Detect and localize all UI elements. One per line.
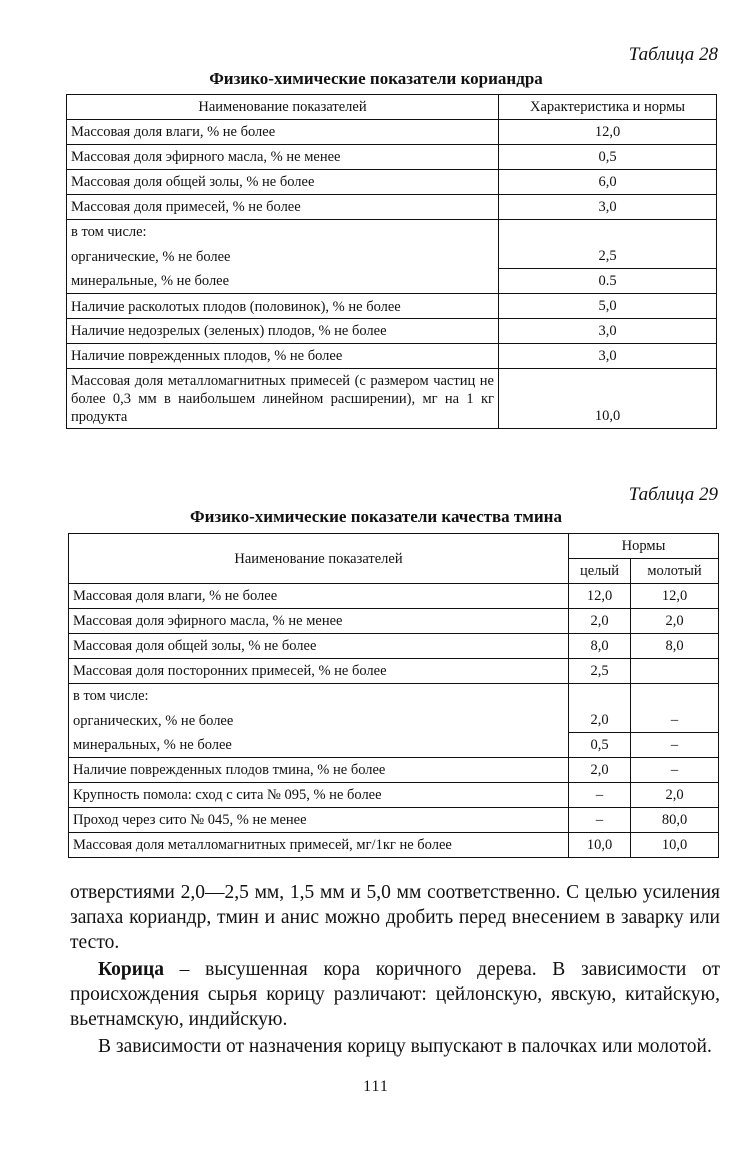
row-ground: 2,0 [631,609,719,634]
row-whole: 2,0 [569,708,631,733]
row-value: 2,5 [499,244,717,269]
table29-label: Таблица 29 [628,484,718,505]
row-name: Массовая доля влаги, % не более [69,584,569,609]
row-name: в том числе: [67,220,499,245]
table-row [67,269,717,294]
page-number: 111 [363,1078,389,1095]
row-name: Массовая доля посторонних примесей, % не более [69,659,569,684]
body-text [70,880,720,1059]
row-ground: – [631,733,719,758]
row-name: Наличие расколотых плодов (половинок), % не более [67,294,499,319]
table-row [67,120,717,145]
row-name: Массовая доля влаги, % не более [67,120,499,145]
row-name: Массовая доля общей золы, % не более [67,170,499,195]
paragraph: отверстиями 2,0—2,5 мм, 1,5 мм и 5,0 мм соответственно. С целью усиления запаха кориандр, тмин и анис можно дробить перед внесением в заварку или тесто. [70,882,720,953]
row-whole: – [569,783,631,808]
table-row [67,170,717,195]
table-row [67,244,717,269]
row-ground: 10,0 [631,833,719,858]
row-name: Массовая доля металломагнитных примесей, мг/1кг не более [69,833,569,858]
row-name: органических, % не более [69,708,569,733]
table-row [67,369,717,429]
row-whole: 10,0 [569,833,631,858]
row-value: 3,0 [499,319,717,344]
table-row [67,294,717,319]
row-name: Массовая доля примесей, % не более [67,195,499,220]
row-value: 6,0 [499,170,717,195]
table-row [69,833,719,858]
row-value: 3,0 [499,344,717,369]
row-name: Наличие поврежденных плодов тмина, % не более [69,758,569,783]
table-row [69,634,719,659]
table-row [69,708,719,733]
row-ground: 12,0 [631,584,719,609]
row-whole: 2,0 [569,758,631,783]
row-value: 5,0 [499,294,717,319]
row-name: Массовая доля общей золы, % не более [69,634,569,659]
table28-title: Физико-химические показатели кориандра [209,69,543,88]
row-value: 0,5 [499,145,717,170]
row-value: 12,0 [499,120,717,145]
row-name: Массовая доля металломагнитных примесей (с размером частиц не более 0,3 мм в наибольшем линейном расширении), мг на 1 кг продукта [67,369,499,429]
row-name: Наличие недозрелых (зеленых) плодов, % не более [67,319,499,344]
row-ground: 2,0 [631,783,719,808]
col-header-name: Наименование показателей [69,534,569,584]
col-header-group: Нормы [569,534,719,559]
row-name: минеральных, % не более [69,733,569,758]
row-whole: – [569,808,631,833]
table-header-row [67,95,717,120]
paragraph: В зависимости от назначения корицу выпускают в палочках или молотой. [98,1036,712,1057]
table-row [67,319,717,344]
table29-title: Физико-химические показатели качества тмина [190,507,562,526]
table-row [69,758,719,783]
row-whole: 2,5 [569,659,631,684]
col-header-ground: молотый [631,559,719,584]
row-ground: 80,0 [631,808,719,833]
table-row [69,733,719,758]
table-row [67,145,717,170]
table-row [69,783,719,808]
table-row [67,195,717,220]
row-whole: 8,0 [569,634,631,659]
row-ground: – [631,758,719,783]
col-header-whole: целый [569,559,631,584]
table-header-row [69,534,719,559]
row-value [499,220,717,245]
row-whole [569,684,631,709]
table-row [67,220,717,245]
row-name: Крупность помола: сход с сита № 095, % не более [69,783,569,808]
row-name: Проход через сито № 045, % не менее [69,808,569,833]
row-name: органические, % не более [67,244,499,269]
table-row [69,584,719,609]
row-name: в том числе: [69,684,569,709]
table-row [69,684,719,709]
paragraph [70,957,720,1032]
table29 [68,533,719,858]
paragraph-text: – высушенная кора коричного дерева. В зависимости от происхождения сырья корицу различают: цейлонскую, явскую, китайскую, вьетнамскую, индийскую. [70,959,720,1030]
row-name: Массовая доля эфирного масла, % не менее [69,609,569,634]
row-ground [631,684,719,709]
term-cinnamon: Корица [98,959,164,980]
table28 [66,94,717,429]
row-whole: 0,5 [569,733,631,758]
row-name: Массовая доля эфирного масла, % не менее [67,145,499,170]
row-name: Наличие поврежденных плодов, % не более [67,344,499,369]
col-header-value: Характеристика и нормы [499,95,717,120]
table-row [69,659,719,684]
row-value: 3,0 [499,195,717,220]
table-row [69,808,719,833]
row-ground: – [631,708,719,733]
row-value: 10,0 [499,369,717,429]
row-ground: 8,0 [631,634,719,659]
table28-label: Таблица 28 [628,44,718,65]
row-whole: 12,0 [569,584,631,609]
col-header-name: Наименование показателей [67,95,499,120]
table-row [67,344,717,369]
row-whole: 2,0 [569,609,631,634]
row-value: 0.5 [499,269,717,294]
table-row [69,609,719,634]
row-name: минеральные, % не более [67,269,499,294]
row-ground [631,659,719,684]
